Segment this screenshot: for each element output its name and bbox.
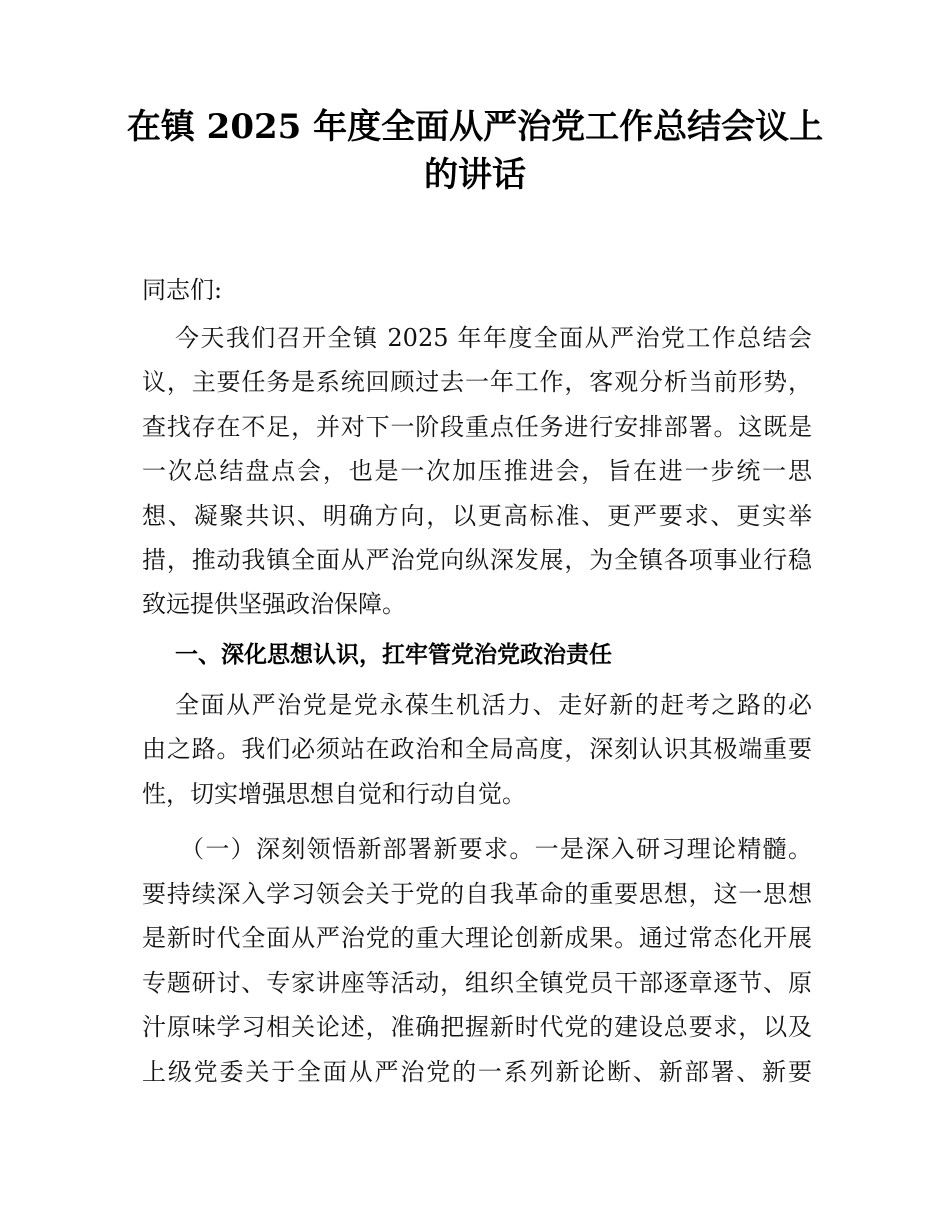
paragraph-line: 想、凝聚共识、明确方向，以更高标准、更严要求、更实举 bbox=[142, 502, 812, 530]
paragraph-line: 今天我们召开全镇 2025 年年度全面从严治党工作总结会 bbox=[175, 324, 812, 352]
document-title-line-1: 在镇 2025 年度全面从严治党工作总结会议上 bbox=[126, 107, 824, 147]
paragraph-line: 专题研讨、专家讲座等活动，组织全镇党员干部逐章逐节、原 bbox=[142, 969, 812, 997]
paragraph-line: 查找存在不足，并对下一阶段重点任务进行安排部署。这既是 bbox=[142, 413, 812, 441]
paragraph-line: 一次总结盘点会，也是一次加压推进会，旨在进一步统一思 bbox=[142, 457, 812, 485]
paragraph-line: 要持续深入学习领会关于党的自我革命的重要思想，这一思想 bbox=[142, 880, 812, 908]
paragraph-line: 全面从严治党是党永葆生机活力、走好新的赶考之路的必 bbox=[175, 691, 812, 719]
paragraph-line: （一）深刻领悟新部署新要求。一是深入研习理论精髓。 bbox=[180, 835, 812, 863]
paragraph-line: 由之路。我们必须站在政治和全局高度，深刻认识其极端重要 bbox=[142, 735, 812, 763]
section-heading-1: 一、深化思想认识，扛牢管党治党政治责任 bbox=[175, 642, 612, 668]
document-title-line-2: 的讲话 bbox=[424, 155, 526, 195]
paragraph-line: 措，推动我镇全面从严治党向纵深发展，为全镇各项事业行稳 bbox=[142, 546, 812, 574]
paragraph-line: 上级党委关于全面从严治党的一系列新论断、新部署、新要 bbox=[142, 1058, 812, 1086]
paragraph-line: 汁原味学习相关论述，准确把握新时代党的建设总要求，以及 bbox=[142, 1013, 812, 1041]
salutation: 同志们: bbox=[142, 276, 223, 304]
paragraph-line: 是新时代全面从严治党的重大理论创新成果。通过常态化开展 bbox=[142, 924, 812, 952]
paragraph-line: 议，主要任务是系统回顾过去一年工作，客观分析当前形势， bbox=[142, 368, 812, 396]
paragraph-line: 致远提供坚强政治保障。 bbox=[142, 590, 406, 618]
paragraph-line: 性，切实增强思想自觉和行动自觉。 bbox=[142, 780, 526, 808]
